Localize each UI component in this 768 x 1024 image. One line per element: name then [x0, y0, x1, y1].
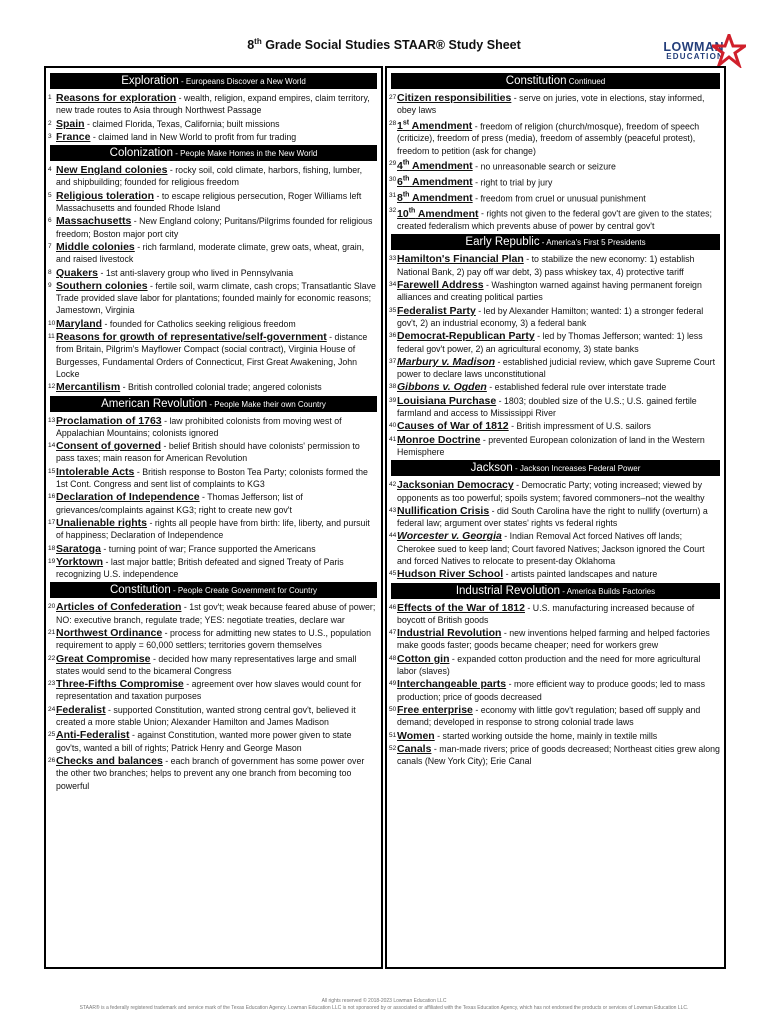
item-term: Free enterprise — [397, 703, 473, 716]
item-term: Monroe Doctrine — [397, 433, 481, 446]
item-description: - artists painted landscapes and nature — [503, 569, 658, 580]
item-term: Southern colonies — [56, 279, 148, 292]
item-number: 13 — [48, 416, 56, 424]
study-item — [391, 479, 720, 504]
item-term: Declaration of Independence — [56, 491, 200, 504]
item-term: Gibbons v. Ogden — [397, 381, 487, 394]
item-term: Louisiana Purchase — [397, 394, 497, 407]
study-item — [50, 280, 377, 317]
item-number: 44 — [389, 532, 397, 540]
item-description: - British controlled colonial trade; angered colonists — [120, 382, 322, 393]
item-number: 37 — [389, 357, 397, 365]
item-term: Federalist Party — [397, 304, 476, 317]
study-item — [50, 517, 377, 542]
item-description: - each branch of government has some power over the other two branches; helps to prevent any one branch from becoming too powerful — [56, 755, 365, 791]
section-subtitle: - America Builds Factories — [560, 586, 656, 596]
left-column — [44, 66, 383, 969]
item-description: - supported Constitution, wanted strong central gov't, believed it created a more stable Union; Alexander Hamilton and James Madison — [56, 704, 356, 728]
study-item — [50, 556, 377, 581]
item-description: - freedom of religion (church/mosque), freedom of speech (criticize), freedom of press (media), freedom of assembly (peaceful protest), freedom to petition (ask for change) — [397, 121, 700, 156]
logo: LOWMAN EDUCATION — [663, 40, 724, 61]
item-term: Canals — [397, 742, 432, 755]
item-number: 2 — [48, 119, 52, 127]
item-number: 29 — [389, 159, 397, 167]
item-description: - led by Alexander Hamilton; wanted: 1) a stronger federal gov't, 2) an industrial economy, 3) a federal bank — [397, 305, 704, 328]
item-term: 10th Amendment — [397, 207, 479, 220]
item-description: - belief British should have colonists' permission to pass taxes; main reason for American Revolution — [56, 441, 360, 464]
item-number: 27 — [389, 94, 397, 101]
item-number: 45 — [389, 570, 397, 578]
item-description: - to escape religious persecution, Roger Williams left Massachusetts and founded Rhode Island — [56, 190, 362, 214]
study-item — [50, 381, 377, 393]
item-number: 5 — [48, 191, 52, 199]
section-title: Constitution — [505, 75, 567, 87]
item-term: Three-Fifths Compromise — [56, 678, 184, 691]
item-number: 3 — [48, 132, 52, 140]
item-description: - did South Carolina have the right to nullify (overturn) a federal law; argument over states' rights vs federal rights — [397, 505, 708, 529]
header — [0, 34, 768, 60]
section-title: Constitution — [109, 584, 171, 597]
item-description: - economy with little gov't regulation; based off supply and demand; developed in response to strong colonial trade laws — [397, 704, 701, 728]
item-number: 22 — [48, 654, 56, 662]
item-term: 8th Amendment — [397, 191, 473, 205]
item-term: Northwest Ordinance — [56, 626, 163, 639]
item-description: - turning point of war; France supported the Americans — [100, 543, 316, 554]
item-number: 19 — [48, 557, 56, 565]
study-item — [50, 627, 377, 652]
section-title: Exploration — [121, 75, 179, 87]
item-term: Causes of War of 1812 — [397, 420, 509, 433]
item-number: 12 — [48, 383, 56, 391]
item-term: Interchangeable parts — [397, 678, 507, 691]
item-number: 48 — [389, 654, 397, 662]
item-description: - more efficient way to produce goods; led to mass production; price of goods decreased — [397, 679, 705, 702]
study-item — [50, 601, 377, 626]
study-item — [50, 241, 377, 266]
item-term: Industrial Revolution — [397, 627, 502, 640]
item-term: Citizen responsibilities — [397, 92, 512, 104]
item-number: 42 — [389, 481, 397, 489]
item-description: - U.S. manufacturing increased because of boycott of British goods — [397, 602, 695, 625]
item-description: - no unreasonable search or seizure — [472, 161, 616, 172]
item-term: 1st Amendment — [397, 119, 473, 133]
item-description: - new inventions helped farming and helped factories make goods faster; goods became cheaper; need for workers grew — [397, 628, 710, 651]
study-item — [50, 92, 377, 117]
study-item — [391, 279, 720, 304]
section-header — [50, 396, 377, 412]
item-number: 18 — [48, 544, 56, 552]
item-description: - process for admitting new states to U.S., population requirement to apply = 60,000 settlers; territories govern themselves — [56, 627, 371, 651]
study-item — [391, 505, 720, 530]
item-number: 1 — [48, 94, 52, 101]
study-item — [50, 318, 377, 330]
item-term: Cotton gin — [397, 652, 450, 665]
section-title: American Revolution — [101, 397, 208, 410]
item-description: - man-made rivers; price of goods decreased; Northeast cities grew along canals (New York City); Erie Canal — [397, 743, 720, 767]
item-term: Maryland — [56, 317, 103, 330]
item-number: 41 — [389, 435, 397, 443]
study-item — [50, 729, 377, 754]
item-description: - prevented European colonization of land in the Western Hemisphere — [397, 434, 705, 457]
study-item — [50, 131, 377, 143]
item-number: 9 — [48, 281, 52, 289]
study-item — [391, 92, 720, 117]
item-number: 6 — [48, 217, 52, 225]
item-term: Effects of the War of 1812 — [397, 601, 525, 614]
section-title: Jackson — [470, 462, 513, 475]
item-description: - founded for Catholics seeking religious freedom — [102, 318, 296, 329]
study-item — [50, 491, 377, 516]
item-number: 38 — [389, 383, 397, 391]
item-description: - 1st gov't; weak because feared abuse of power; NO: executive branch, regulate trade; YES: negotiate treaties, declare war — [56, 602, 376, 625]
study-item — [391, 158, 720, 173]
item-term: Unalienable rights — [56, 516, 148, 529]
item-term: France — [56, 130, 91, 143]
item-number: 11 — [48, 333, 55, 341]
item-description: - serve on juries, vote in elections, stay informed, obey laws — [397, 93, 705, 116]
item-term: Worcester v. Georgia — [397, 530, 502, 543]
study-item — [391, 305, 720, 330]
study-item — [391, 356, 720, 381]
item-description: - claimed Florida, Texas, California; built missions — [84, 118, 280, 129]
item-description: - claimed land in New World to profit from fur trading — [90, 131, 297, 142]
item-term: Farewell Address — [397, 279, 484, 292]
item-number: 23 — [48, 680, 56, 688]
item-number: 34 — [389, 281, 397, 289]
study-item — [50, 215, 377, 240]
study-item — [50, 678, 377, 703]
item-number: 52 — [389, 744, 397, 752]
study-item — [50, 543, 377, 555]
item-term: Nullification Crisis — [397, 504, 490, 517]
item-term: Quakers — [56, 266, 99, 279]
item-description: - Washington warned against having permanent foreign alliances and creating political parties — [397, 280, 702, 303]
item-description: - started working outside the home, mainly in textile mills — [434, 730, 658, 741]
item-description: - established judicial review, which gave Supreme Court power to declare laws unconstitutional — [397, 356, 716, 380]
study-item — [50, 653, 377, 678]
item-number: 17 — [48, 518, 56, 526]
study-item — [50, 466, 377, 491]
item-term: Checks and balances — [56, 754, 163, 767]
section-subtitle: - Europeans Discover a New World — [178, 77, 306, 86]
item-number: 15 — [48, 467, 56, 475]
study-item — [391, 704, 720, 729]
study-item — [50, 331, 377, 380]
item-term: Spain — [56, 117, 85, 130]
study-item — [391, 253, 720, 278]
study-item — [50, 118, 377, 130]
item-description: - wealth, religion, expand empires, claim territory, new trade routes to Asia through Northwest Passage — [56, 93, 370, 116]
item-term: Federalist — [56, 703, 106, 716]
item-term: Hamilton's Financial Plan — [397, 253, 524, 266]
section-header — [50, 145, 377, 161]
item-number: 32 — [389, 207, 397, 215]
item-number: 51 — [389, 731, 397, 739]
study-item — [50, 440, 377, 465]
study-item — [391, 395, 720, 420]
section-title: Industrial Revolution — [455, 584, 561, 597]
item-term: Anti-Federalist — [56, 729, 130, 742]
study-item — [391, 118, 720, 157]
page-title: 8th Grade Social Studies STAAR® Study Sheet — [247, 37, 521, 53]
item-description: - Indian Removal Act forced Natives off lands; Cherokee sued to keep land; Court favored Natives; Jackson ignored the Court and forced Natives to relocate to present-day Oklahoma — [397, 531, 705, 566]
item-description: - to stabilize the new economy: 1) establish National Bank, 2) pay off war debt, 3) pass whiskey tax, 4) protective tariff — [397, 254, 695, 277]
item-description: - right to trial by jury — [472, 177, 553, 188]
item-number: 28 — [389, 119, 397, 127]
item-description: - British impressment of U.S. sailors — [508, 421, 651, 432]
item-number: 30 — [389, 175, 397, 183]
item-description: - 1803; doubled size of the U.S.; U.S. gained fertile farmland and access to Mississippi River — [397, 395, 697, 419]
study-item — [391, 627, 720, 652]
item-term: Jacksonian Democracy — [397, 479, 514, 492]
item-number: 4 — [48, 166, 52, 174]
item-term: Great Compromise — [56, 652, 151, 665]
item-number: 24 — [48, 705, 56, 713]
item-number: 10 — [48, 319, 56, 327]
item-description: - law prohibited colonists from moving west of Appalachian Mountains; colonists ignored — [56, 415, 342, 438]
section-subtitle: - Jackson Increases Federal Power — [512, 464, 641, 474]
item-description: - rocky soil, cold climate, harbors, fishing, lumber, and shipbuilding; founded for religious freedom — [56, 165, 363, 188]
item-number: 35 — [389, 306, 397, 314]
item-term: Intolerable Acts — [56, 465, 135, 478]
item-term: Hudson River School — [397, 568, 504, 581]
study-item — [391, 420, 720, 432]
footer — [0, 998, 768, 1012]
section-header — [391, 583, 720, 599]
item-term: 4th Amendment — [397, 159, 473, 173]
item-number: 46 — [389, 603, 397, 611]
study-item — [391, 190, 720, 205]
section-subtitle: - People Create Government for Country — [170, 586, 318, 596]
section-title: Early Republic — [465, 236, 540, 249]
item-number: 7 — [48, 242, 52, 250]
item-description: - distance from Britain, Pilgrim's Mayflower Compact (social contract), Virginia House of Burgesses, Fundamental Orders of Connecticut, First Great Awakening, John Locke — [56, 332, 368, 379]
item-number: 33 — [389, 255, 397, 263]
right-column — [385, 66, 726, 969]
item-term: Mercantilism — [56, 381, 121, 394]
item-description: - expanded cotton production and the need for more agricultural labor (slaves) — [397, 653, 701, 677]
item-number: 39 — [389, 396, 397, 404]
item-term: New England colonies — [56, 164, 168, 177]
study-item — [391, 434, 720, 459]
item-term: Reasons for exploration — [56, 92, 177, 104]
item-description: - led by Thomas Jefferson; wanted: 1) less federal gov't power, 2) an agricultural economy, 3) state banks — [397, 331, 703, 354]
section-subtitle: - America's First 5 Presidents — [539, 238, 646, 248]
item-term: Consent of governed — [56, 440, 162, 453]
item-description: - decided how many representatives large and small states would send to the bicameral Congress — [56, 653, 357, 676]
study-item — [391, 730, 720, 742]
item-description: - last major battle; British defeated and signed Treaty of Paris recognizing U.S. independence — [56, 556, 344, 580]
study-item — [391, 381, 720, 393]
item-number: 43 — [389, 506, 397, 514]
study-item — [391, 205, 720, 232]
item-term: Proclamation of 1763 — [56, 414, 162, 427]
section-header — [50, 582, 377, 598]
item-term: Yorktown — [56, 555, 104, 568]
study-item — [391, 330, 720, 355]
study-item — [50, 704, 377, 729]
study-item — [391, 530, 720, 567]
item-number: 36 — [389, 332, 397, 340]
section-header — [391, 234, 720, 250]
item-description: - freedom from cruel or unusual punishment — [472, 193, 646, 204]
section-subtitle: - People Make their own Country — [207, 399, 326, 409]
item-number: 8 — [48, 268, 52, 276]
item-description: - New England colony; Puritans/Pilgrims founded for religious freedom; Boston major port city — [56, 216, 373, 239]
study-item — [50, 415, 377, 440]
section-title: Colonization — [109, 147, 173, 160]
study-item — [50, 164, 377, 189]
item-description: - Thomas Jefferson; list of grievances/complaints against KG3; right to create new gov't — [56, 492, 303, 515]
section-header — [391, 460, 720, 476]
item-number: 21 — [48, 628, 56, 636]
item-term: Articles of Confederation — [56, 601, 182, 614]
item-number: 49 — [389, 680, 397, 688]
study-item — [50, 190, 377, 215]
item-description: - rights not given to the federal gov't are given to the states; created federalism which prevents abuse of power by central gov't — [397, 208, 712, 232]
item-description: - established federal rule over interstate trade — [486, 382, 667, 393]
section-header — [50, 73, 377, 89]
item-description: - British response to Boston Tea Party; colonists formed the 1st Cont. Congress and sent list of complaints to KG3 — [56, 466, 368, 490]
item-number: 20 — [48, 603, 56, 611]
item-number: 16 — [48, 493, 56, 501]
section-header — [391, 73, 720, 89]
item-description: - rights all people have from birth: life, liberty, and pursuit of happiness; Declaration of Independence — [56, 517, 370, 541]
item-term: 6th Amendment — [397, 175, 473, 189]
trademark-notice: STAAR® is a federally registered trademark and service mark of the Texas Education Agency. Lowman Education LLC is not sponsored by or associated or affiliated with the Texas Education Agency, which has not endorsed the products or services of Lowman Education LLC. — [79, 1005, 689, 1011]
study-item — [391, 743, 720, 768]
section-subtitle: Continued — [566, 77, 606, 86]
item-term: Middle colonies — [56, 240, 135, 253]
study-item — [50, 755, 377, 792]
section-subtitle: - People Make Homes in the New World — [172, 149, 318, 159]
item-description: - rich farmland, moderate climate, grew oats, wheat, grain, and raised livestock — [56, 241, 365, 265]
copyright: All rights reserved © 2018-2023 Lowman Education LLC — [321, 998, 447, 1004]
item-number: 14 — [48, 442, 56, 450]
item-term: Marbury v. Madison — [397, 355, 496, 368]
study-item — [391, 602, 720, 627]
item-description: - Democratic Party; voting increased; viewed by opponents as too powerful; spoils system; favored commoners–not the wealthy — [397, 480, 705, 503]
item-number: 50 — [389, 705, 397, 713]
study-item — [391, 653, 720, 678]
item-term: Women — [397, 729, 435, 742]
item-number: 47 — [389, 629, 397, 637]
star-icon — [712, 34, 746, 68]
item-term: Reasons for growth of representative/self-government — [56, 331, 327, 344]
item-description: - 1st anti-slavery group who lived in Pennsylvania — [98, 267, 294, 278]
study-item — [391, 174, 720, 189]
item-term: Massachusetts — [56, 215, 132, 228]
item-number: 31 — [389, 191, 397, 199]
study-item — [391, 568, 720, 580]
item-number: 40 — [389, 422, 397, 430]
item-term: Democrat-Republican Party — [397, 330, 535, 343]
item-description: - agreement over how slaves would count for representation and taxation purposes — [56, 679, 362, 702]
study-item — [50, 267, 377, 279]
item-number: 26 — [48, 756, 56, 764]
item-number: 25 — [48, 731, 56, 739]
study-item — [391, 678, 720, 703]
item-term: Saratoga — [56, 542, 101, 555]
item-description: - against Constitution, wanted more power given to state gov'ts, wanted a bill of rights; Patrick Henry and George Mason — [56, 730, 352, 753]
item-term: Religious toleration — [56, 189, 155, 202]
item-description: - fertile soil, warm climate, cash crops; Transatlantic Slave Trade provided slave labor for plantations; founded mainly for economic reasons; Jamestown, Virginia — [56, 280, 376, 316]
